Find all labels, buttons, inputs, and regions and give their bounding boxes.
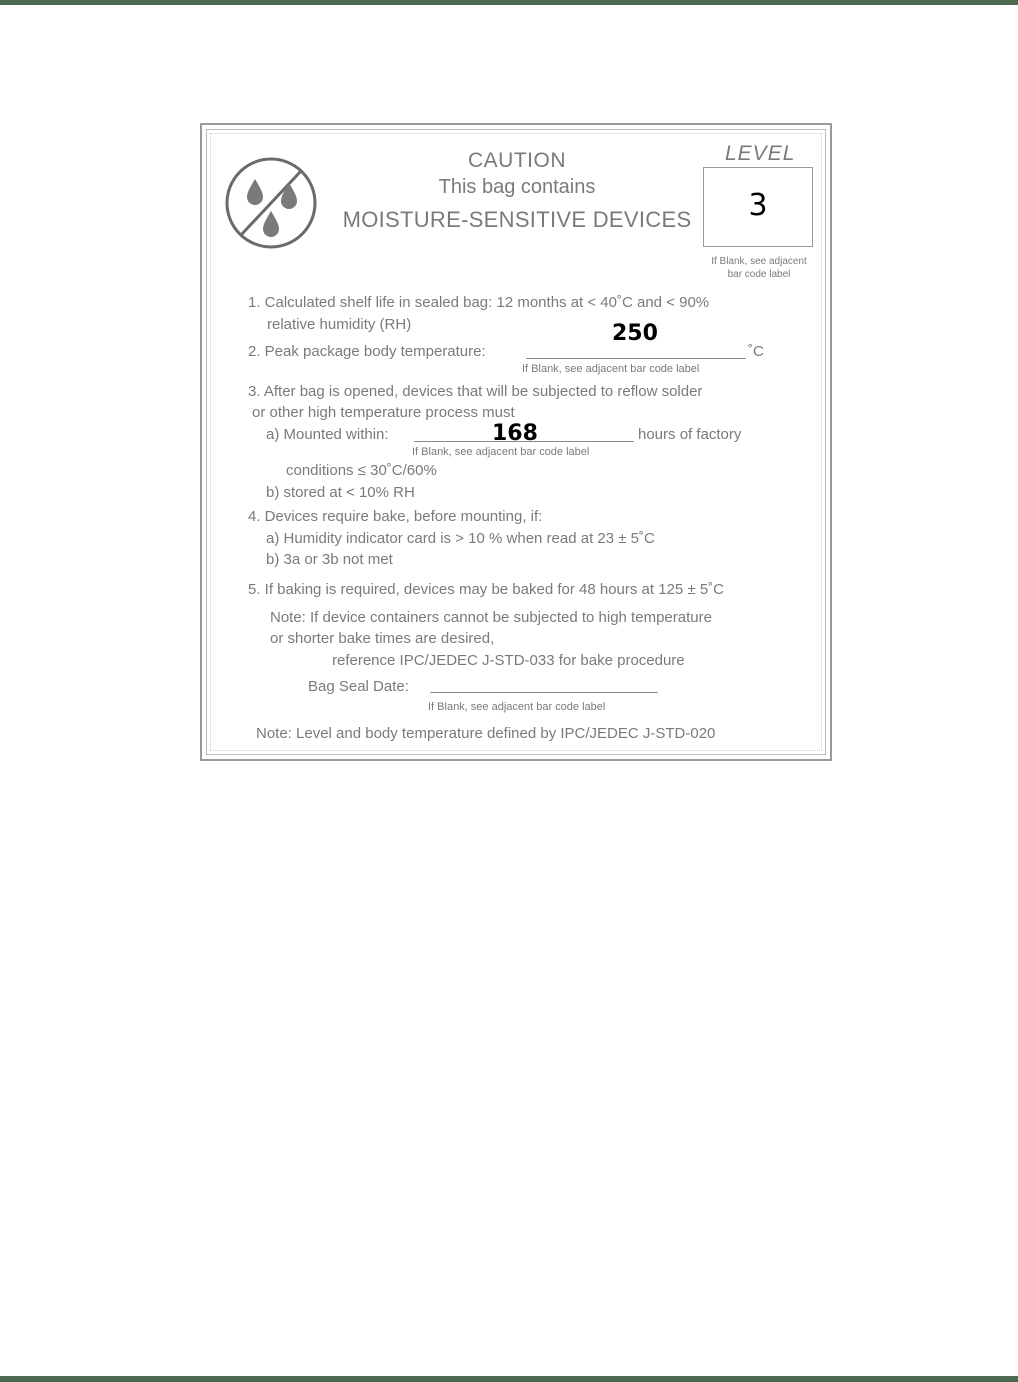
- note-line-1: Note: If device containers cannot be subjected to high temperature: [270, 609, 712, 626]
- item-4: 4. Devices require bake, before mounting, if:: [248, 508, 543, 525]
- msd-caution-label: [200, 123, 832, 761]
- item-3a-note: If Blank, see adjacent bar code label: [412, 446, 590, 458]
- item-1-line-2: relative humidity (RH): [267, 316, 412, 333]
- level-note: [696, 255, 822, 281]
- top-page-rule: [0, 0, 1018, 5]
- bag-seal-date-label: Bag Seal Date:: [308, 678, 409, 695]
- caution-heading: CAUTION: [468, 149, 566, 172]
- bag-seal-date-note: If Blank, see adjacent bar code label: [428, 701, 606, 713]
- peak-temperature-value: 250: [612, 321, 658, 346]
- level-note-line-2: bar code label: [727, 269, 791, 280]
- item-2-unit: ˚C: [748, 343, 764, 360]
- item-4a: a) Humidity indicator card is > 10 % when read at 23 ± 5˚C: [266, 530, 655, 547]
- level-value: 3: [748, 188, 768, 223]
- mounting-hours-value: 168: [492, 421, 538, 446]
- item-2-label: 2. Peak package body temperature:: [248, 343, 486, 360]
- item-2-blank-line: [526, 358, 746, 359]
- moisture-sensitive-heading: MOISTURE-SENSITIVE DEVICES: [342, 207, 692, 232]
- item-4b: b) 3a or 3b not met: [266, 551, 393, 568]
- level-title: LEVEL: [725, 142, 796, 165]
- item-3b: b) stored at < 10% RH: [266, 484, 415, 501]
- no-water-drops-icon: [223, 155, 319, 251]
- item-3-line-1: 3. After bag is opened, devices that will be subjected to reflow solder: [248, 383, 703, 400]
- bag-seal-date-blank-line: [430, 692, 658, 693]
- item-3a-conditions: conditions ≤ 30˚C/60%: [286, 462, 437, 479]
- note-line-3: reference IPC/JEDEC J-STD-033 for bake procedure: [332, 652, 685, 669]
- footer-note: Note: Level and body temperature defined by IPC/JEDEC J-STD-020: [256, 725, 716, 742]
- item-2-note: If Blank, see adjacent bar code label: [522, 363, 700, 375]
- item-3-line-2: or other high temperature process must: [252, 404, 515, 421]
- level-note-line-1: If Blank, see adjacent: [711, 256, 807, 267]
- item-3a-label: a) Mounted within:: [266, 426, 389, 443]
- item-3a-suffix: hours of factory: [638, 426, 742, 443]
- level-box: [703, 167, 813, 247]
- note-line-2: or shorter bake times are desired,: [270, 630, 495, 647]
- bottom-page-rule: [0, 1376, 1018, 1382]
- bag-contains-text: This bag contains: [438, 176, 596, 198]
- item-5: 5. If baking is required, devices may be baked for 48 hours at 125 ± 5˚C: [248, 581, 724, 598]
- item-1-line-1: 1. Calculated shelf life in sealed bag: 12 months at < 40˚C and < 90%: [248, 294, 710, 311]
